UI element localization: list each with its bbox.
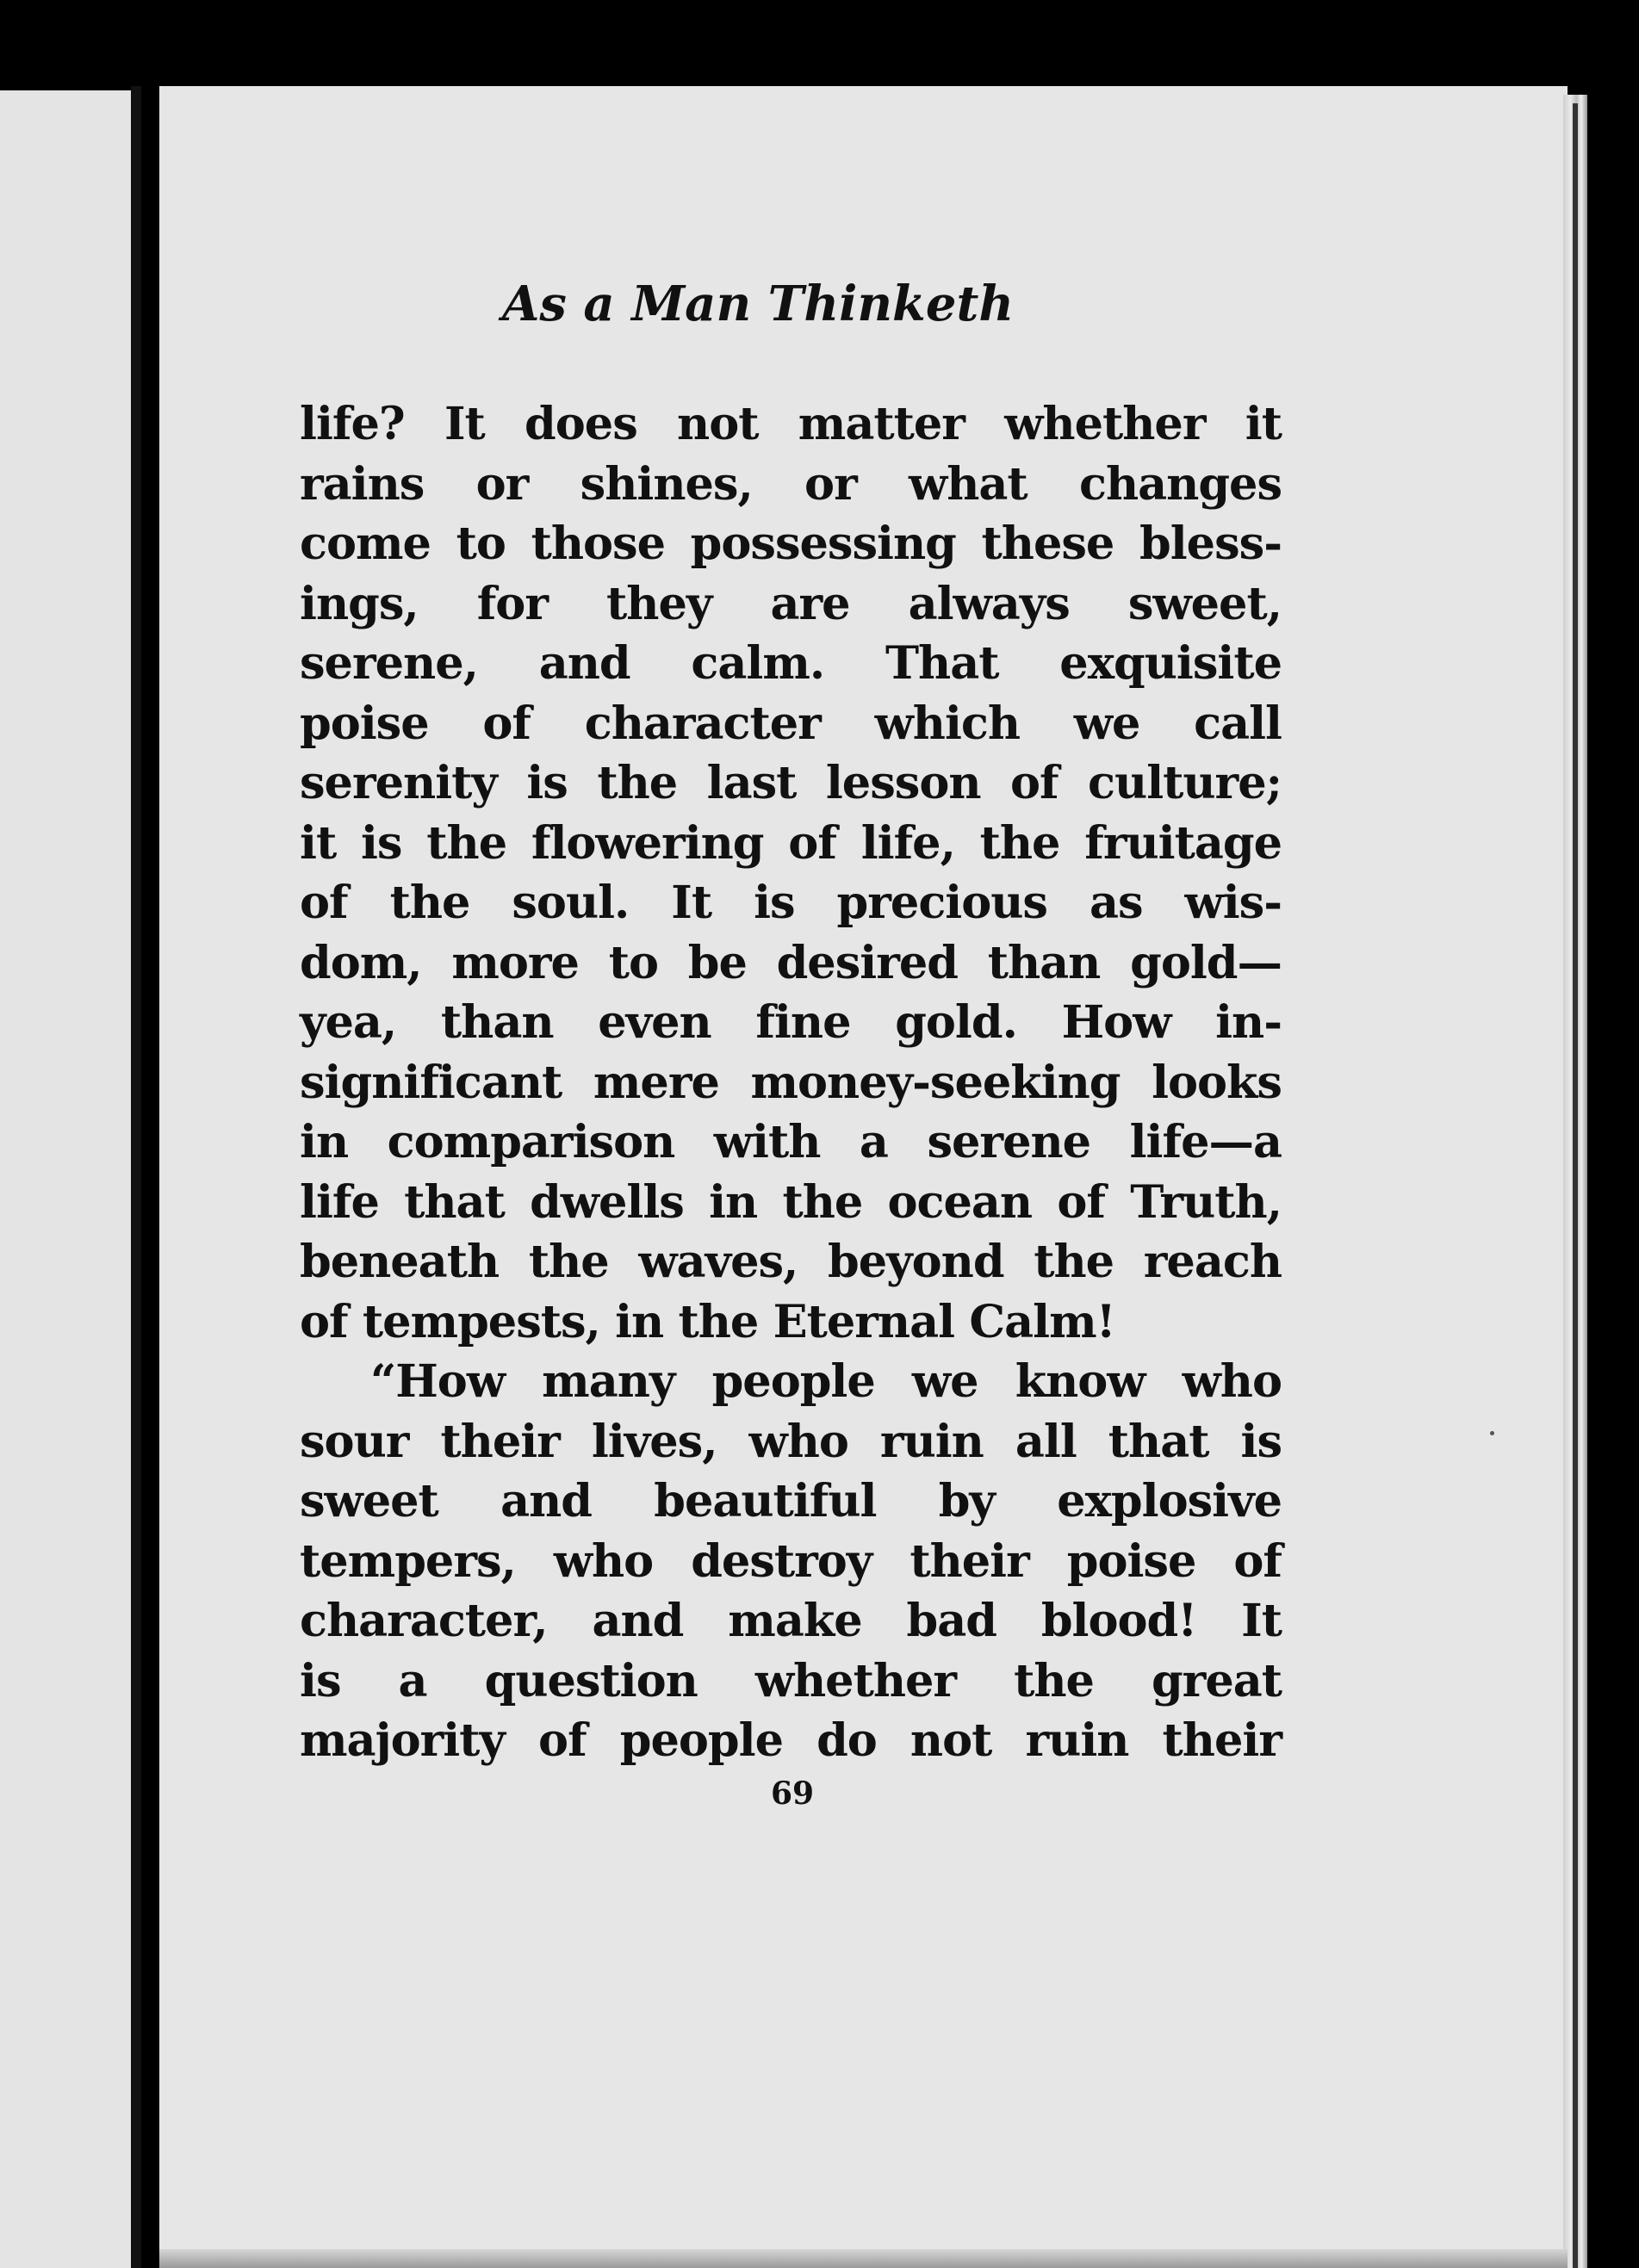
- text-line: dom, more to be desired than gold—: [300, 936, 1282, 989]
- text-line: beneath the waves, beyond the reach: [300, 1236, 1282, 1288]
- scan-speck: [1490, 1431, 1494, 1435]
- facing-page-edge: [0, 90, 138, 2268]
- page-number: 69: [770, 1775, 815, 1812]
- text-line: in comparison with a serene life—a: [300, 1116, 1282, 1168]
- running-head: As a Man Thinketh: [501, 276, 1015, 332]
- fore-edge-shadow: [1573, 103, 1578, 2268]
- text-line: life that dwells in the ocean of Truth,: [300, 1175, 1282, 1229]
- text-line: character, and make bad blood! It: [300, 1595, 1282, 1647]
- text-line: poise of character which we call: [300, 697, 1282, 750]
- text-line: of the soul. It is precious as wis-: [300, 877, 1282, 929]
- text-line: yea, than even fine gold. How in-: [300, 996, 1282, 1049]
- scan-margin-right: [1589, 86, 1639, 2268]
- text-line: “How many people we know who: [370, 1355, 1282, 1408]
- text-line: ings, for they are always sweet,: [300, 577, 1282, 630]
- text-line: serenity is the last lesson of culture;: [300, 757, 1282, 809]
- text-line: rains or shines, or what changes: [300, 457, 1282, 511]
- text-line: come to those possessing these bless-: [300, 517, 1282, 570]
- body-text: [300, 394, 1282, 1771]
- text-line: tempers, who destroy their poise of: [300, 1534, 1282, 1588]
- text-line: of tempests, in the Eternal Calm!: [300, 1295, 1115, 1348]
- text-line: life? It does not matter whether it: [300, 398, 1282, 450]
- text-line: sour their lives, who ruin all that is: [300, 1415, 1282, 1468]
- text-line: it is the flowering of life, the fruitage: [300, 816, 1282, 870]
- book-gutter: [131, 86, 141, 2268]
- text-line: serene, and calm. That exquisite: [300, 637, 1282, 690]
- text-line: significant mere money-seeking looks: [300, 1056, 1282, 1109]
- text-line: majority of people do not ruin their: [300, 1714, 1282, 1767]
- page-bottom-shadow: [159, 2249, 1568, 2268]
- text-line: is a question whether the great: [300, 1654, 1282, 1707]
- text-line: sweet and beautiful by explosive: [300, 1475, 1282, 1527]
